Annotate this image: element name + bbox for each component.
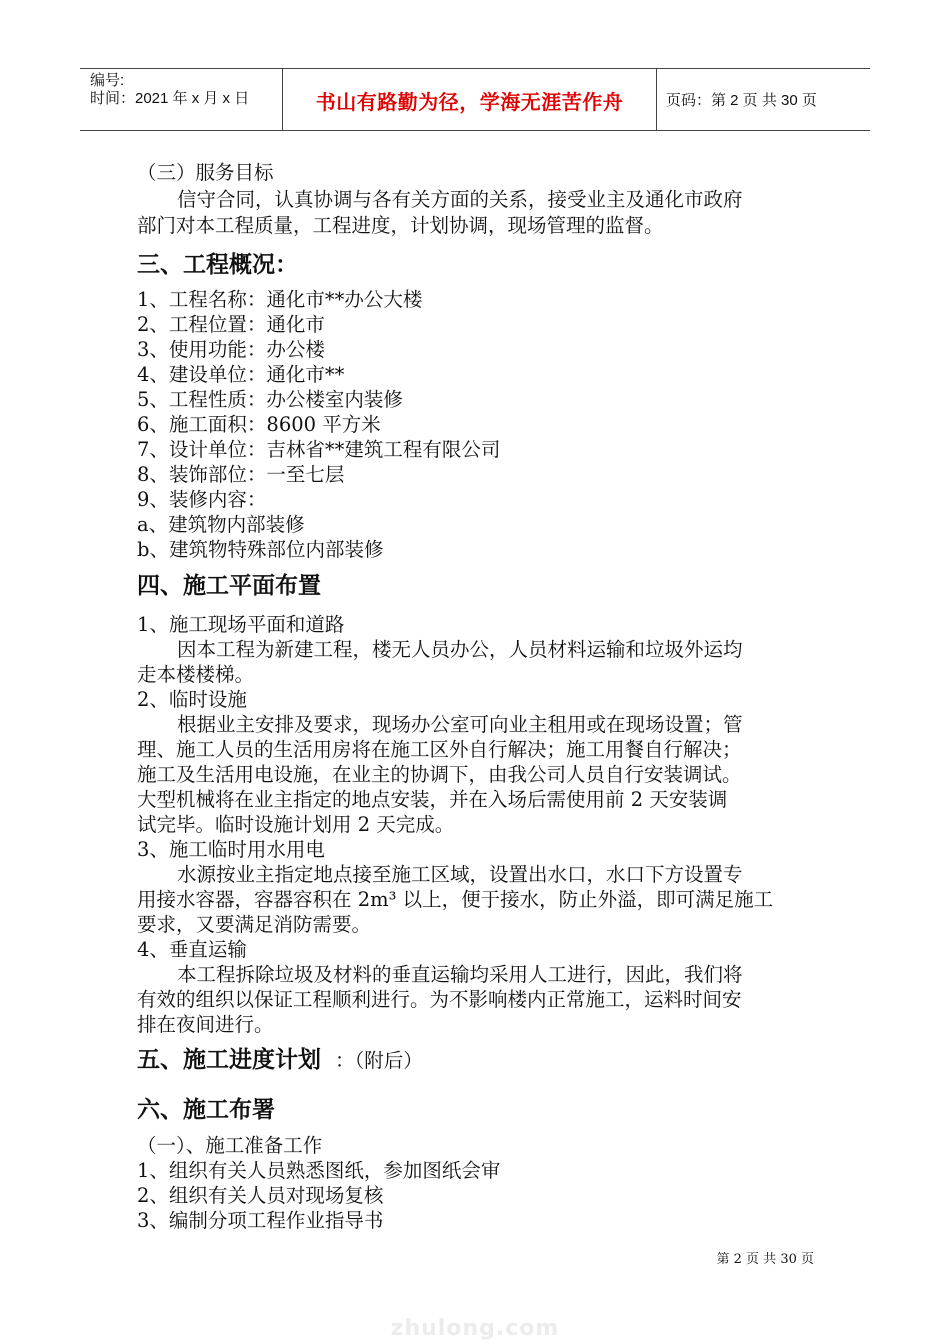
- section-heading-3: 三、工程概况：: [137, 252, 298, 278]
- subsection-title: （一）、施工准备工作: [137, 1134, 323, 1157]
- motto-text: 书山有路勤为径，学海无涯苦作舟: [315, 90, 624, 114]
- list-item: 5、工程性质：办公楼室内装修: [137, 388, 403, 411]
- paragraph-line: 因本工程为新建工程，楼无人员办公，人员材料运输和垃圾外运均: [177, 638, 743, 661]
- list-item: 7、设计单位：吉林省**建筑工程有限公司: [137, 438, 501, 461]
- header-left-cell: [80, 69, 282, 130]
- paragraph-line: 信守合同，认真协调与各有关方面的关系，接受业主及通化市政府: [177, 188, 743, 211]
- paragraph-line: 用接水容器，容器容积在 2m³ 以上，便于接水，防止外溢，即可满足施工: [137, 888, 774, 911]
- page-header: [80, 68, 870, 131]
- section-heading-5: [137, 1045, 423, 1076]
- paragraph-line: 大型机械将在业主指定的地点安装，并在入场后需使用前 2 天安装调: [137, 788, 728, 811]
- paragraph-line: 排在夜间进行。: [137, 1013, 274, 1036]
- list-item: 3、编制分项工程作业指导书: [137, 1209, 384, 1232]
- list-item: 4、建设单位：通化市**: [137, 363, 345, 386]
- paragraph-line: 理、施工人员的生活用房将在施工区外自行解决；施工用餐自行解决；: [137, 738, 742, 761]
- subsection-title: 1、施工现场平面和道路: [137, 613, 345, 636]
- list-item: 3、使用功能：办公楼: [137, 338, 325, 361]
- section-heading-5-note: ：（附后）: [335, 1049, 423, 1072]
- section-heading-6: 六、施工布署: [137, 1097, 275, 1123]
- header-motto-cell: [282, 69, 657, 130]
- paragraph-line: 走本楼楼梯。: [137, 663, 255, 686]
- list-item: 2、工程位置：通化市: [137, 313, 325, 336]
- list-item: 1、工程名称：通化市**办公大楼: [137, 288, 423, 311]
- paragraph-line: 根据业主安排及要求，现场办公室可向业主租用或在现场设置；管: [177, 713, 743, 736]
- paragraph-line: 部门对本工程质量，工程进度，计划协调，现场管理的监督。: [137, 214, 664, 237]
- list-item: 8、装饰部位：一至七层: [137, 463, 345, 486]
- list-item: 1、组织有关人员熟悉图纸，参加图纸会审: [137, 1159, 501, 1182]
- section-heading-4: 四、施工平面布置: [137, 573, 321, 599]
- document-time-label: 时间：2021 年 x 月 x 日: [90, 90, 250, 107]
- paragraph-line: 要求，又要满足消防需要。: [137, 913, 372, 936]
- subsection-title: 2、临时设施: [137, 688, 247, 711]
- paragraph-line: 施工及生活用电设施，在业主的协调下，由我公司人员自行安装调试。: [137, 763, 742, 786]
- paragraph-line: 试完毕。临时设施计划用 2 天完成。: [137, 813, 455, 836]
- list-item: 2、组织有关人员对现场复核: [137, 1184, 384, 1207]
- list-item: a、建筑物内部装修: [137, 513, 305, 536]
- subsection-title: 3、施工临时用水用电: [137, 838, 325, 861]
- subsection-title: 4、垂直运输: [137, 938, 247, 961]
- paragraph-line: 水源按业主指定地点接至施工区域，设置出水口，水口下方设置专: [177, 863, 743, 886]
- section-heading-5-title: 五、施工进度计划: [137, 1047, 321, 1073]
- list-item: 6、施工面积：8600 平方米: [137, 413, 381, 436]
- header-page-info: 页码：第 2 页 共 30 页: [666, 92, 817, 109]
- page-footer-number: 第 2 页 共 30 页: [716, 1252, 814, 1267]
- list-item: b、建筑物特殊部位内部装修: [137, 538, 384, 561]
- site-watermark: zhulong.com: [390, 1316, 560, 1341]
- paragraph-line: 本工程拆除垃圾及材料的垂直运输均采用人工进行，因此，我们将: [177, 963, 743, 986]
- list-item: 9、装修内容：: [137, 488, 267, 511]
- document-number-label: 编号:: [90, 72, 125, 89]
- paragraph-line: 有效的组织以保证工程顺利进行。为不影响楼内正常施工，运料时间安: [137, 988, 742, 1011]
- header-page-cell: [656, 69, 870, 130]
- subsection-title: （三）服务目标: [137, 161, 274, 184]
